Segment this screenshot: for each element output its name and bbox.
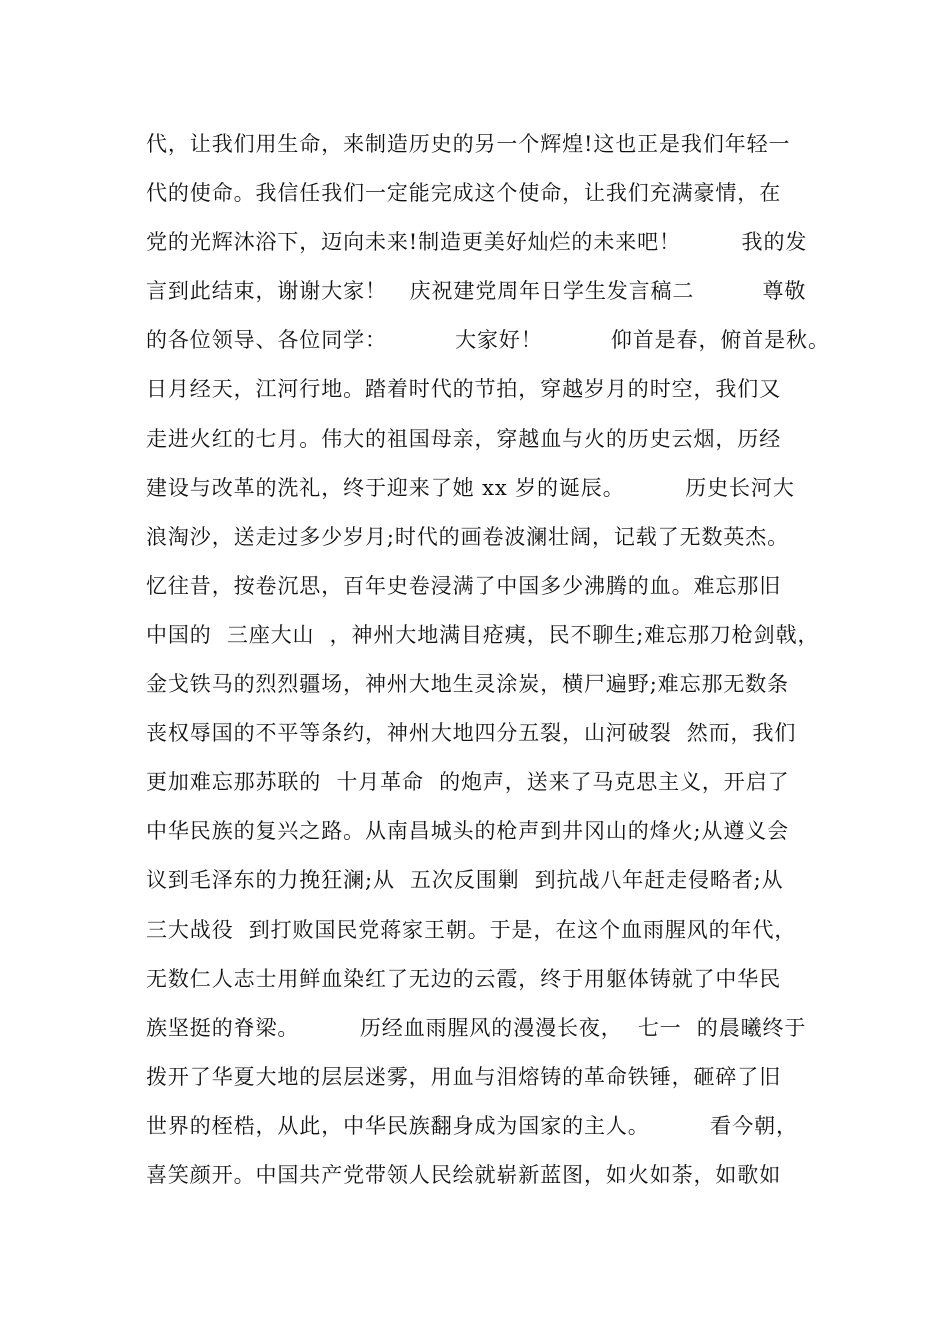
text-line: 更加难忘那苏联的 十月革命 的炮声，送来了马克思主义，开启了 — [146, 770, 790, 795]
text-line: 日月经天，江河行地。踏着时代的节拍，穿越岁月的时空，我们又 — [146, 377, 782, 402]
text-line: 代，让我们用生命，来制造历史的另一个辉煌!这也正是我们年轻一 — [146, 132, 791, 156]
text-line: 丧权辱国的不平等条约，神州大地四分五裂，山河破裂 然而，我们 — [146, 721, 797, 746]
text-line: 无数仁人志士用鲜血染红了无边的云霞，终于用躯体铸就了中华民 — [146, 966, 782, 991]
text-line: 党的光辉沐浴下，迈向未来!制造更美好灿烂的未来吧！ 我的发 — [146, 230, 808, 255]
text-line: 三大战役 到打败国民党蒋家王朝。于是，在这个血雨腥风的年代， — [146, 917, 797, 942]
text-line: 中华民族的复兴之路。从南昌城头的枪声到井冈山的烽火;从遵义会 — [146, 819, 790, 844]
text-line: 拨开了华夏大地的层层迷雾，用血与泪熔铸的革命铁锤，砸碎了旧 — [146, 1064, 782, 1089]
text-line: 的各位领导、各位同学： 大家好！ 仰首是春，俯首是秋。 — [146, 328, 830, 353]
text-line: 族坚挺的脊梁。 历经血雨腥风的漫漫长夜， 七一 的晨曦终于 — [146, 1015, 807, 1040]
text-line: 金戈铁马的烈烈疆场，神州大地生灵涂炭，横尸遍野;难忘那无数条 — [146, 672, 790, 697]
body-text — [146, 127, 830, 1207]
text-line: 代的使命。我信任我们一定能完成这个使命，让我们充满豪情，在 — [146, 181, 782, 206]
text-line: 浪淘沙，送走过多少岁月;时代的画卷波澜壮阔，记载了无数英杰。 — [146, 524, 790, 549]
text-line: 言到此结束，谢谢大家！ 庆祝建党周年日学生发言稿二 尊敬 — [146, 279, 807, 304]
text-line: 中国的 三座大山 ，神州大地满目疮痍，民不聊生;难忘那刀枪剑戟， — [146, 622, 820, 647]
text-line: 喜笑颜开。中国共产党带领人民绘就崭新蓝图，如火如荼，如歌如 — [146, 1162, 782, 1187]
text-line: 走进火红的七月。伟大的祖国母亲，穿越血与火的历史云烟，历经 — [146, 426, 782, 451]
text-line: 世界的桎梏，从此，中华民族翻身成为国家的主人。 看今朝， — [146, 1113, 798, 1138]
text-line: 建设与改革的洗礼，终于迎来了她 xx 岁的诞辰。 历史长河大 — [146, 475, 795, 500]
text-line: 忆往昔，按卷沉思，百年史卷浸满了中国多少沸腾的血。难忘那旧 — [146, 573, 782, 598]
text-line: 议到毛泽东的力挽狂澜;从 五次反围剿 到抗战八年赶走侵略者;从 — [146, 868, 784, 893]
